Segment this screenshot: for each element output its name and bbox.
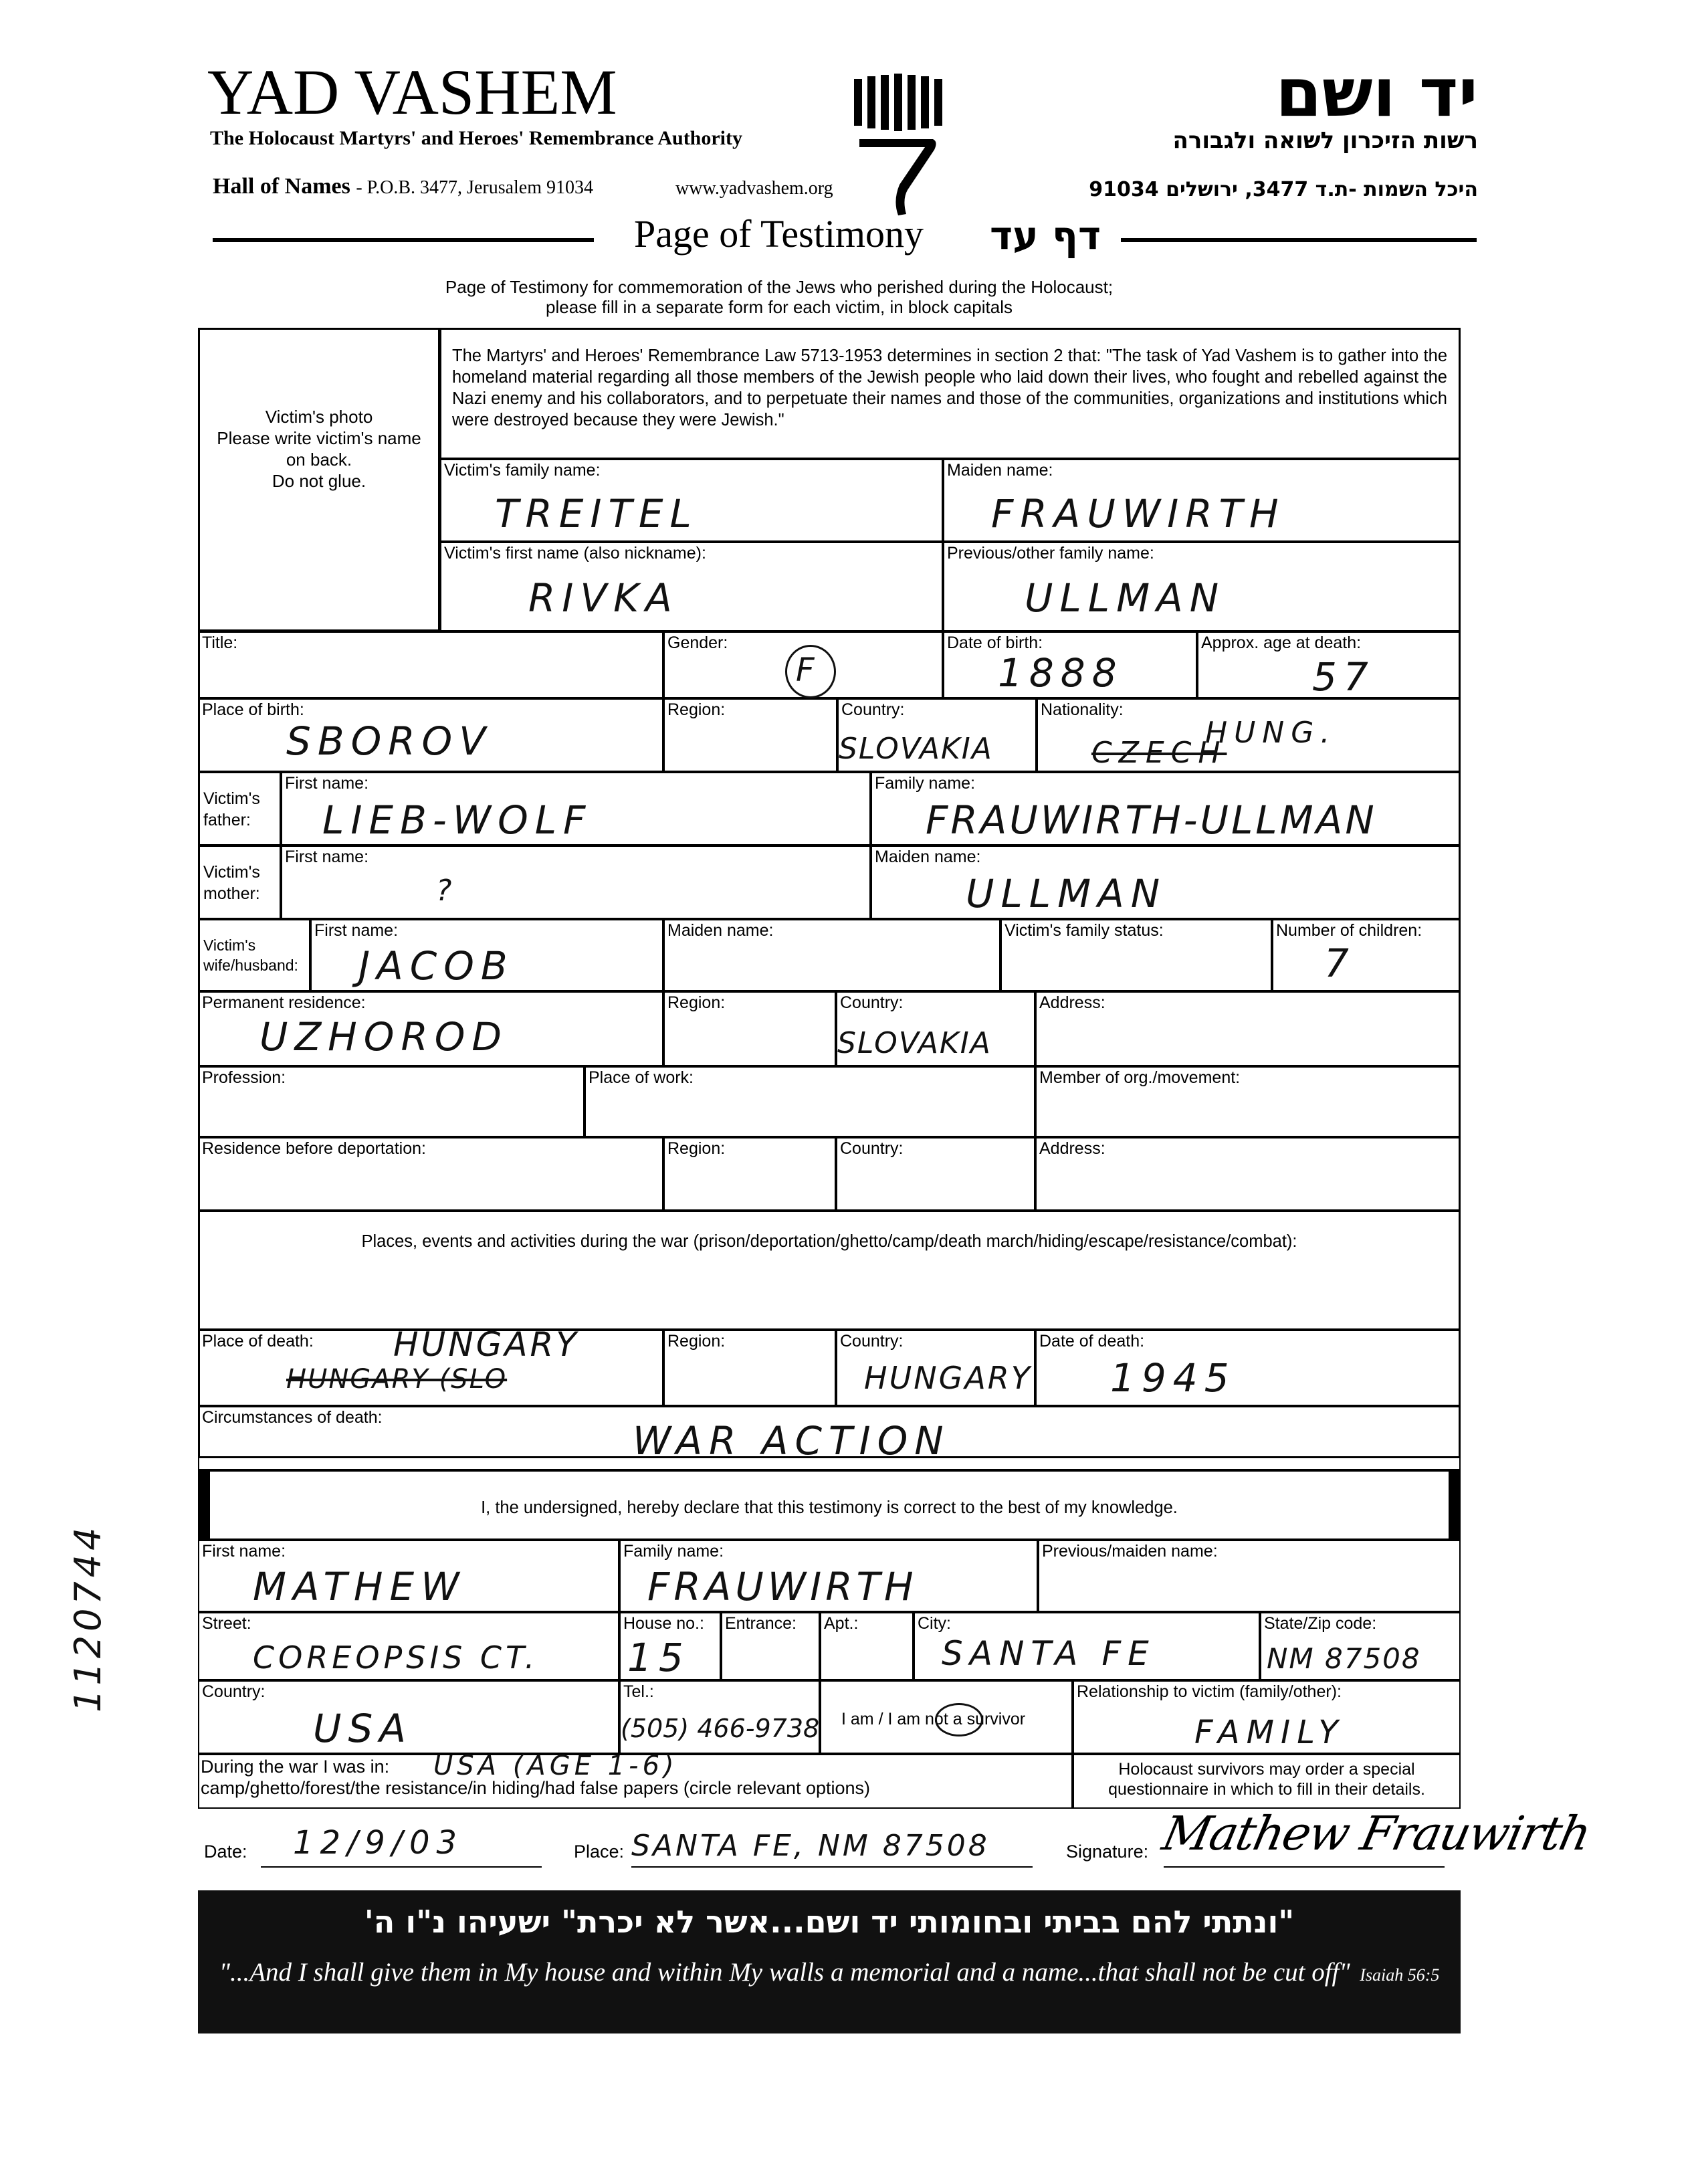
res-before-address-cell[interactable] <box>1035 1137 1461 1211</box>
residence-country-value: SLOVAKIA <box>837 1026 992 1060</box>
submitter-previous-cell[interactable] <box>1038 1540 1461 1612</box>
photo-line-4: Do not glue. <box>272 471 366 491</box>
res-before-country-label: Country: <box>840 1139 904 1158</box>
nationality-label: Nationality: <box>1041 700 1124 719</box>
place-work-cell[interactable] <box>585 1066 1035 1137</box>
mother-first-label: First name: <box>285 848 369 866</box>
family-status-cell[interactable] <box>1000 919 1272 991</box>
title-cell[interactable] <box>198 631 663 698</box>
country-value: USA <box>313 1706 413 1751</box>
place-line <box>631 1866 1033 1868</box>
during-war-cell[interactable] <box>198 1751 1073 1809</box>
father-family-label: Family name: <box>875 774 976 793</box>
gender-label: Gender: <box>667 633 728 652</box>
apt-label: Apt.: <box>824 1614 859 1633</box>
photo-instructions <box>200 406 438 492</box>
street-cell[interactable] <box>198 1612 619 1680</box>
previous-family-label: Previous/other family name: <box>947 544 1154 563</box>
margin-note: 1120744 <box>67 1523 109 1712</box>
death-region-cell[interactable] <box>663 1330 836 1406</box>
places-events-cell[interactable] <box>198 1211 1461 1330</box>
survivors-note <box>1074 1759 1459 1799</box>
residence-country-label: Country: <box>840 993 904 1012</box>
place-death-cell[interactable] <box>198 1325 663 1406</box>
mother-label: Victim's mother: <box>203 863 260 903</box>
dob-label: Date of birth: <box>947 633 1043 652</box>
title-he: דף עד <box>990 213 1101 258</box>
father-first-label: First name: <box>285 774 369 793</box>
yad-vashem-logo <box>846 72 953 226</box>
intro-text <box>401 277 1157 317</box>
member-org-cell[interactable] <box>1035 1066 1461 1137</box>
photo-line-2: Please write victim's name <box>217 428 421 448</box>
residence-country-cell[interactable] <box>836 991 1035 1066</box>
num-children-cell[interactable] <box>1272 919 1461 991</box>
father-family-value: FRAUWIRTH-ULLMAN <box>926 797 1377 843</box>
house-no-value: 15 <box>627 1635 690 1680</box>
family-name-cell[interactable] <box>440 459 943 542</box>
date-line <box>261 1866 542 1868</box>
res-before-region-label: Region: <box>667 1139 726 1158</box>
res-before-label: Residence before deportation: <box>202 1139 426 1158</box>
org-name-en: YAD VASHEM <box>207 56 617 128</box>
survivor-circle <box>935 1703 983 1736</box>
during-war-label-1: During the war I was in: <box>201 1757 390 1777</box>
entrance-label: Entrance: <box>725 1614 797 1633</box>
street-value: COREOPSIS CT. <box>253 1640 539 1676</box>
gender-cell[interactable] <box>663 631 943 698</box>
hall-of-names-en <box>213 174 593 199</box>
title-label: Title: <box>202 633 238 652</box>
age-cell[interactable] <box>1197 631 1461 698</box>
date-death-cell[interactable] <box>1035 1330 1461 1406</box>
submitter-first-value: MATHEW <box>253 1564 466 1609</box>
spouse-first-cell[interactable] <box>310 919 663 991</box>
signature-label: Signature: <box>1066 1842 1149 1862</box>
hall-of-names-he: היכל השמות -ת.ד 3477, ירושלים 91034 <box>1089 178 1478 201</box>
subtitle-en: The Holocaust Martyrs' and Heroes' Remembrance Authority <box>210 127 743 149</box>
first-name-value: RIVKA <box>528 575 679 621</box>
mother-maiden-label: Maiden name: <box>875 848 981 866</box>
circumstances-label: Circumstances of death: <box>202 1408 383 1427</box>
state-zip-cell[interactable] <box>1260 1612 1461 1680</box>
nationality-value: HUNG. <box>1205 716 1337 750</box>
residence-region-cell[interactable] <box>663 991 836 1066</box>
footer-hebrew: "ונתתי להם בביתי ובחומותי יד ושם...אשר לא יכרת" ישעיהו נ"ו ה' <box>364 1904 1295 1940</box>
intro-line-2: please fill in a separate form for each victim, in block capitals <box>546 297 1013 317</box>
birth-region-cell[interactable] <box>663 698 837 772</box>
during-war-label-2: camp/ghetto/forest/the resistance/in hiding/had false papers (circle relevant options) <box>201 1778 871 1798</box>
num-children-label: Number of children: <box>1276 921 1422 940</box>
place-value[interactable]: SANTA FE, NM 87508 <box>631 1829 990 1863</box>
tel-label: Tel.: <box>623 1682 654 1701</box>
death-country-label: Country: <box>840 1332 904 1351</box>
profession-cell[interactable] <box>198 1066 585 1137</box>
first-name-label: Victim's first name (also nickname): <box>444 544 706 563</box>
birth-country-cell[interactable] <box>837 698 1037 772</box>
survivors-note-line-1: Holocaust survivors may order a special <box>1118 1760 1415 1779</box>
signature-value[interactable]: Mathew Frauwirth <box>1158 1806 1595 1861</box>
footer-banner <box>198 1890 1461 2033</box>
place-birth-value: SBOROV <box>286 718 492 764</box>
submitter-first-label: First name: <box>202 1542 286 1561</box>
relationship-label: Relationship to victim (family/other): <box>1077 1682 1342 1701</box>
circumstances-cell[interactable] <box>198 1406 1461 1470</box>
declaration-box <box>198 1470 1461 1540</box>
spouse-first-label: First name: <box>314 921 399 940</box>
relationship-cell[interactable] <box>1073 1680 1461 1754</box>
spouse-label-cell <box>198 919 310 991</box>
maiden-name-value: FRAUWIRTH <box>991 491 1285 536</box>
death-country-value: HUNGARY <box>864 1360 1032 1396</box>
date-value[interactable]: 12/9/03 <box>293 1824 464 1862</box>
survivors-note-line-2: questionnaire in which to fill in their details. <box>1108 1780 1425 1799</box>
death-region-label: Region: <box>667 1332 726 1351</box>
during-war-value: USA (AGE 1-6) <box>433 1751 678 1781</box>
survivor-label: I am / I am not a survivor <box>841 1710 1026 1728</box>
age-value: 57 <box>1312 654 1375 700</box>
residence-region-label: Region: <box>667 993 726 1012</box>
photo-line-1: Victim's photo <box>265 407 373 427</box>
entrance-cell[interactable] <box>721 1612 820 1680</box>
city-cell[interactable] <box>914 1612 1260 1680</box>
birth-country-value: SLOVAKIA <box>839 732 993 766</box>
country-cell[interactable] <box>198 1680 619 1754</box>
place-birth-label: Place of birth: <box>202 700 304 719</box>
res-before-country-cell[interactable] <box>836 1137 1035 1211</box>
date-label: Date: <box>204 1842 247 1862</box>
res-before-region-cell[interactable] <box>663 1137 836 1211</box>
mother-maiden-cell[interactable] <box>871 846 1461 919</box>
signature-line <box>1164 1866 1445 1868</box>
spouse-label-line-1: Victim's <box>203 936 256 954</box>
previous-family-cell[interactable] <box>943 542 1461 631</box>
father-label: Victim's father: <box>203 789 260 829</box>
declaration-text: I, the undersigned, hereby declare that this testimony is correct to the best of my knowledge. <box>481 1498 1178 1517</box>
title-en: Page of Testimony <box>634 212 924 256</box>
apt-cell[interactable] <box>820 1612 914 1680</box>
submitter-first-cell[interactable] <box>198 1540 619 1612</box>
death-country-cell[interactable] <box>836 1330 1035 1406</box>
birth-country-label: Country: <box>841 700 905 719</box>
survivor-cell[interactable] <box>820 1680 1073 1754</box>
submitter-family-label: Family name: <box>623 1542 724 1561</box>
residence-cell[interactable] <box>198 991 663 1066</box>
first-name-cell[interactable] <box>440 542 943 631</box>
house-no-label: House no.: <box>623 1614 704 1633</box>
title-rule-right <box>1121 238 1477 242</box>
mother-first-value: ? <box>436 874 459 908</box>
father-label-cell <box>198 772 281 846</box>
submitter-family-value: FRAUWIRTH <box>647 1564 918 1609</box>
survivors-note-cell <box>1073 1754 1461 1809</box>
member-org-label: Member of org./movement: <box>1039 1068 1241 1087</box>
date-death-label: Date of death: <box>1039 1332 1145 1351</box>
photo-box <box>198 328 440 631</box>
spouse-maiden-cell[interactable] <box>663 919 1000 991</box>
nationality-cell[interactable] <box>1037 698 1461 772</box>
place-death-label: Place of death: <box>202 1332 314 1351</box>
dob-cell[interactable] <box>943 631 1197 698</box>
residence-address-cell[interactable] <box>1035 991 1461 1066</box>
family-name-value: TREITEL <box>495 491 698 536</box>
org-name-he: יד ושם <box>1275 54 1478 132</box>
res-before-cell[interactable] <box>198 1137 663 1211</box>
place-death-value: HUNGARY <box>393 1325 579 1364</box>
previous-family-value: ULLMAN <box>1025 575 1226 621</box>
places-events-label: Places, events and activities during the war (prison/deportation/ghetto/camp/death march/hiding/escape/resistance/combat): <box>361 1232 1297 1251</box>
num-children-value: 7 <box>1324 940 1356 986</box>
city-label: City: <box>918 1614 951 1633</box>
residence-address-label: Address: <box>1039 993 1105 1012</box>
pob-label: - P.O.B. 3477, Jerusalem 91034 <box>356 177 594 198</box>
father-first-value: LIEB-WOLF <box>322 797 593 843</box>
date-death-value: 1945 <box>1110 1355 1236 1401</box>
intro-line-1: Page of Testimony for commemoration of the Jews who perished during the Holocaust; <box>445 277 1114 297</box>
house-no-cell[interactable] <box>619 1612 721 1680</box>
maiden-name-label: Maiden name: <box>947 461 1053 480</box>
residence-value: UZHOROD <box>259 1014 509 1060</box>
street-label: Street: <box>202 1614 251 1633</box>
father-first-cell[interactable] <box>281 772 871 846</box>
country-label: Country: <box>202 1682 266 1701</box>
submitter-previous-label: Previous/maiden name: <box>1042 1542 1218 1561</box>
relationship-value: FAMILY <box>1194 1714 1345 1751</box>
law-box <box>440 328 1461 459</box>
profession-label: Profession: <box>202 1068 286 1087</box>
spouse-label <box>203 935 310 975</box>
birth-region-label: Region: <box>667 700 726 719</box>
place-label: Place: <box>574 1842 625 1862</box>
gender-value: F <box>796 652 821 689</box>
circumstances-value: WAR ACTION <box>633 1418 950 1464</box>
place-death-struck: HUNGARY (SLO <box>286 1364 508 1395</box>
submitter-family-cell[interactable] <box>619 1540 1038 1612</box>
title-rule-left <box>213 238 594 242</box>
city-value: SANTA FE <box>942 1634 1156 1673</box>
spouse-label-line-2: wife/husband: <box>203 957 298 974</box>
state-zip-label: State/Zip code: <box>1264 1614 1377 1633</box>
mother-maiden-value: ULLMAN <box>966 871 1167 916</box>
res-before-address-label: Address: <box>1039 1139 1105 1158</box>
maiden-name-cell[interactable] <box>943 459 1461 542</box>
mother-first-cell[interactable] <box>281 846 871 919</box>
age-label: Approx. age at death: <box>1201 633 1362 652</box>
mother-label-cell <box>198 846 281 919</box>
website: www.yadvashem.org <box>675 178 833 199</box>
family-name-label: Victim's family name: <box>444 461 601 480</box>
footer-english-line <box>198 1957 1461 1987</box>
footer-english: "...And I shall give them in My house and within My walls a memorial and a name...that shall not be cut off" <box>219 1958 1350 1987</box>
place-work-label: Place of work: <box>589 1068 694 1087</box>
father-family-cell[interactable] <box>871 772 1461 846</box>
footer-source: Isaiah 56:5 <box>1360 1965 1440 1985</box>
tel-cell[interactable] <box>619 1680 820 1754</box>
residence-label: Permanent residence: <box>202 993 366 1012</box>
hall-label: Hall of Names <box>213 174 350 199</box>
dob-value: 1888 <box>998 650 1124 696</box>
state-zip-value: NM 87508 <box>1267 1642 1421 1675</box>
spouse-first-value: JACOB <box>358 943 514 989</box>
subtitle-he: רשות הזיכרון לשואה ולגבורה <box>1172 127 1478 154</box>
spouse-maiden-label: Maiden name: <box>667 921 774 940</box>
tel-value: (505) 466-9738 <box>621 1714 820 1743</box>
family-status-label: Victim's family status: <box>1004 921 1164 940</box>
photo-line-3: on back. <box>286 450 352 470</box>
place-birth-cell[interactable] <box>198 698 663 772</box>
law-text: The Martyrs' and Heroes' Remembrance Law 5713-1953 determines in section 2 that: "The task of Yad Vashem is to gather into the homeland material regarding all those members of the Jewish people who laid down their lives, who fought and rebelled against the Nazi enemy and his collaborators, and to perpetuate their names and those of the communities, organizations and institutions which were destroyed because they were Jewish." <box>452 346 1447 429</box>
nationality-struck: CZECH <box>1091 736 1227 770</box>
